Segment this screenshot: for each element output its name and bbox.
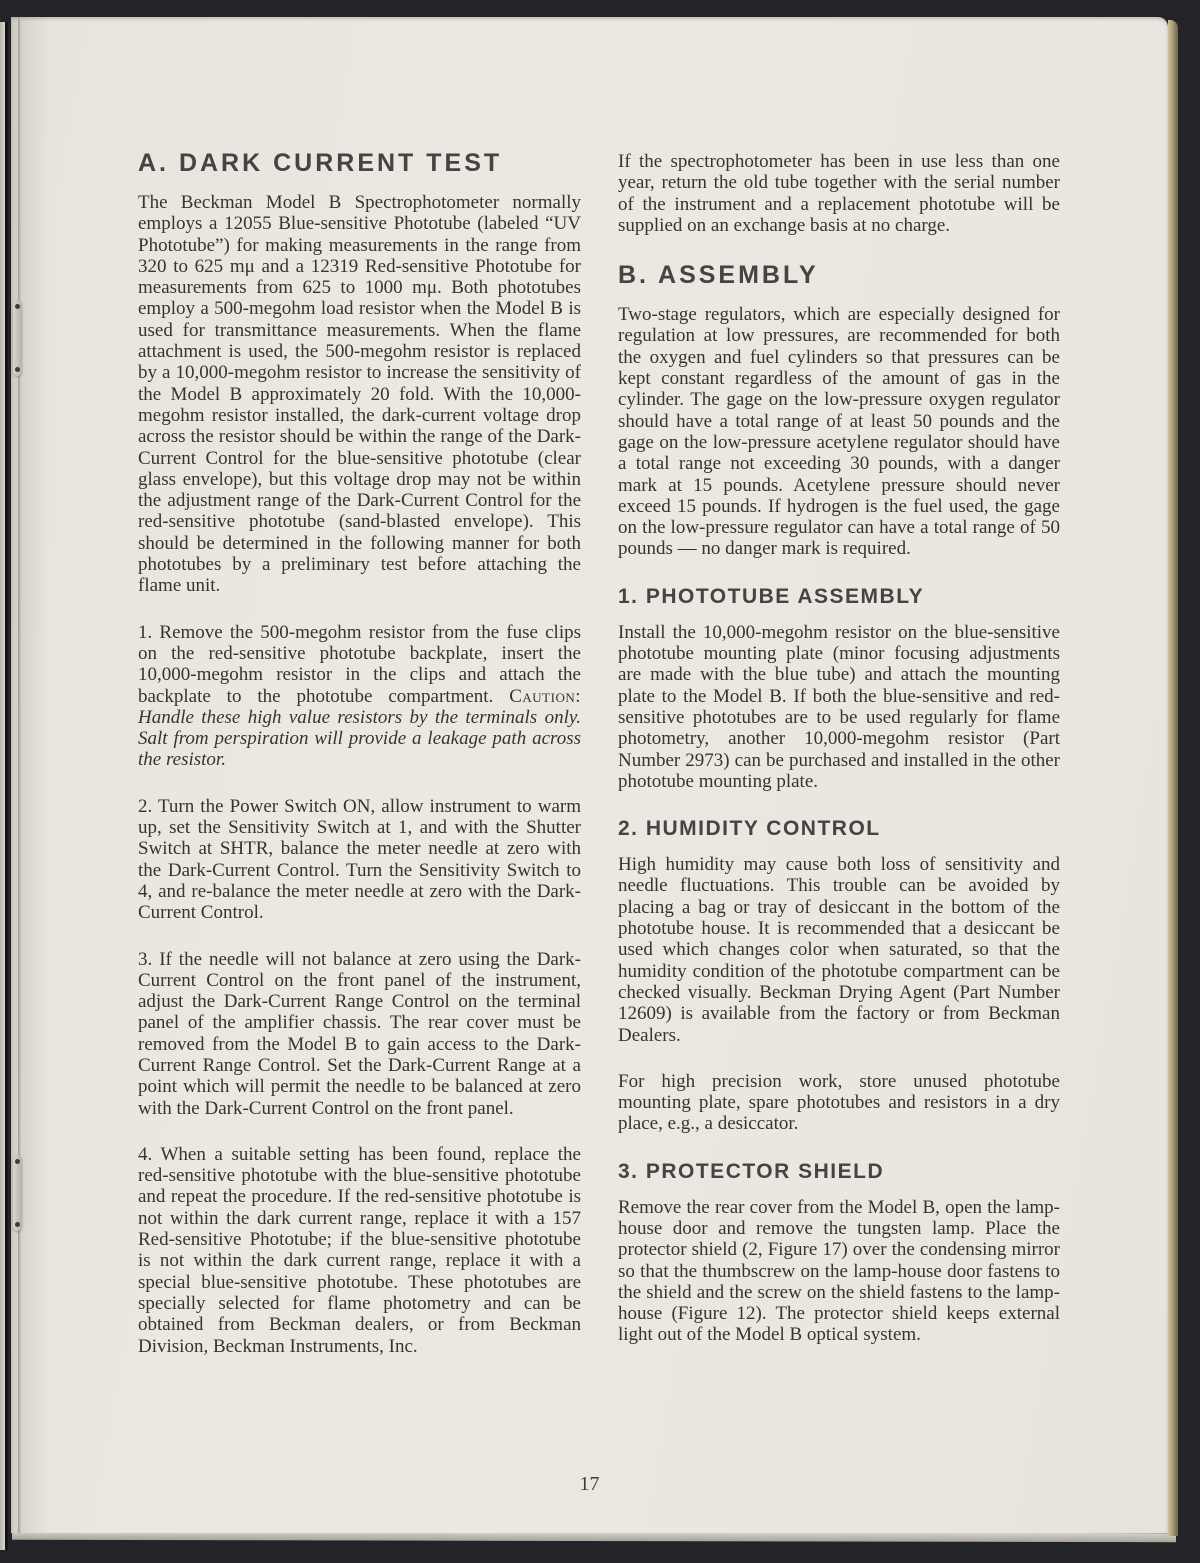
manual-page — [11, 17, 1168, 1533]
caution-text: Handle these high value resistors by the terminals only. Salt from perspiration will provide a leakage path across the resistor. — [138, 706, 581, 771]
paragraph-dark-current-intro: The Beckman Model B Spectrophotometer normally employs a 12055 Blue-sensitive Phototube (labeled “UV Phototube”) for making measurements in the range from 320 to 625 mμ and a 12319 Red-sensitive Phototube for measurements from 625 to 1000 mμ. Both phototubes employ a 500-megohm load resistor when the Model B is used for transmittance measurements. When the flame attachment is used, the 500-megohm resistor is replaced by a 10,000-megohm resistor to increase the sensitivity of the Model B approximately 20 fold. With the 10,000-megohm resistor installed, the dark-current voltage drop across the resistor should be within the range of the Dark-Current Control for the blue-sensitive phototube (clear glass envelope), but this voltage drop may not be within the adjustment range of the Dark-Current Control for the red-sensitive phototube (sand-blasted envelope). This should be determined in the following manner for both phototubes by a preliminary test before attaching the flame unit. — [138, 192, 581, 597]
subheading-protector-shield: 3. PROTECTOR SHIELD — [618, 1159, 885, 1183]
subheading-phototube-assembly: 1. PHOTOTUBE ASSEMBLY — [618, 584, 925, 608]
section-heading-dark-current-test: A. DARK CURRENT TEST — [138, 149, 503, 177]
step-1-text: 1. Remove the 500-megohm resistor from the fuse clips on the red-sensitive phototube backplate, insert the 10,000-megohm resistor in the clips and attach the backplate to the phototube compartment. — [138, 621, 581, 707]
paragraph-phototube-assembly: Install the 10,000-megohm resistor on the blue-sensitive phototube mounting plate (minor focusing adjustments are made with the blue tube) and attach the mounting plate to the Model B. If both the blue-sensitive and red-sensitive phototubes are to be used regularly for flame photometry, another 10,000-megohm resistor (Part Number 2973) can be purchased and installed in the other phototube mounting plate. — [618, 621, 1060, 792]
caution-label: Caution: — [509, 685, 581, 707]
paragraph-regulators: Two-stage regulators, which are especially designed for regulation at low pressures, are recommended for both the oxygen and fuel cylinders so that pressures can be kept constant regardless of the amount of gas in the cylinder. The gage on the low-pressure oxygen regulator should have a total range of at least 50 pounds and the gage on the low-pressure acetylene regulator should have a total range not exceeding 30 pounds, with a danger mark at 15 pounds. Acetylene pressure should never exceed 15 pounds. If hydrogen is the fuel used, the gage on the low-pressure regulator can have a total range of 50 pounds — no danger mark is required. — [618, 304, 1060, 560]
staple-top — [13, 300, 22, 376]
page-stack-right-edge — [1168, 20, 1178, 1536]
page-number: 17 — [579, 1473, 600, 1495]
paragraph-step-1 — [138, 622, 581, 771]
paragraph-humidity-1: High humidity may cause both loss of sensitivity and needle fluctuations. This trouble can be avoided by placing a bag or tray of desiccant in the bottom of the phototube house. It is recommended that a desiccant be used which changes color when saturated, so that the humidity condition of the phototube compartment can be checked visually. Beckman Drying Agent (Part Number 12609) is available from the factory or from Beckman Dealers. — [618, 854, 1060, 1046]
subheading-humidity-control: 2. HUMIDITY CONTROL — [618, 817, 881, 841]
right-column — [618, 151, 1060, 1371]
binding-crease — [18, 17, 21, 1533]
paragraph-step-4: 4. When a suitable setting has been found, replace the red-sensitive phototube with the blue-sensitive phototube and repeat the procedure. If the red-sensitive phototube is not within the dark current range, replace it with a 157 Red-sensitive Phototube; if the blue-sensitive phototube is not within the dark current range, replace it with a special blue-sensitive phototube. These phototubes are specially selected for flame photometry and can be obtained from Beckman dealers, or from Beckman Division, Beckman Instruments, Inc. — [138, 1143, 581, 1357]
section-heading-assembly: B. ASSEMBLY — [618, 261, 819, 290]
paragraph-humidity-2: For high precision work, store unused phototube mounting plate, spare phototubes and resistors in a dry place, e.g., a desiccator. — [618, 1070, 1060, 1135]
paragraph-step-3: 3. If the needle will not balance at zero using the Dark-Current Control on the front panel of the instrument, adjust the Dark-Current Range Control on the terminal panel of the amplifier chassis. The rear cover must be removed from the Model B to gain access to the Dark-Current Range Control. Set the Dark-Current Range at a point which will permit the needle to be balanced at zero with the Dark-Current Control on the front panel. — [138, 948, 581, 1119]
left-column — [138, 149, 581, 1382]
paragraph-tube-exchange: If the spectrophotometer has been in use less than one year, return the old tube together with the serial number of the instrument and a replacement phototube will be supplied on an exchange basis at no charge. — [618, 151, 1060, 236]
paragraph-protector-shield: Remove the rear cover from the Model B, open the lamp-house door and remove the tungsten lamp. Place the protector shield (2, Figure 17) over the condensing mirror so that the thumbscrew on the lamp-house door fastens to the shield and the screw on the shield fastens to the lamp-house (Figure 12). The protector shield keeps external light out of the Model B optical system. — [618, 1196, 1060, 1346]
paragraph-step-2: 2. Turn the Power Switch ON, allow instrument to warm up, set the Sensitivity Switch at 1, and with the Shutter Switch at SHTR, balance the meter needle at zero with the Dark-Current Control. Turn the Sensitivity Switch to 4, and re-balance the meter needle at zero with the Dark-Current Control. — [138, 795, 581, 924]
staple-bottom — [13, 1155, 22, 1231]
previous-page-edge — [0, 22, 8, 1550]
